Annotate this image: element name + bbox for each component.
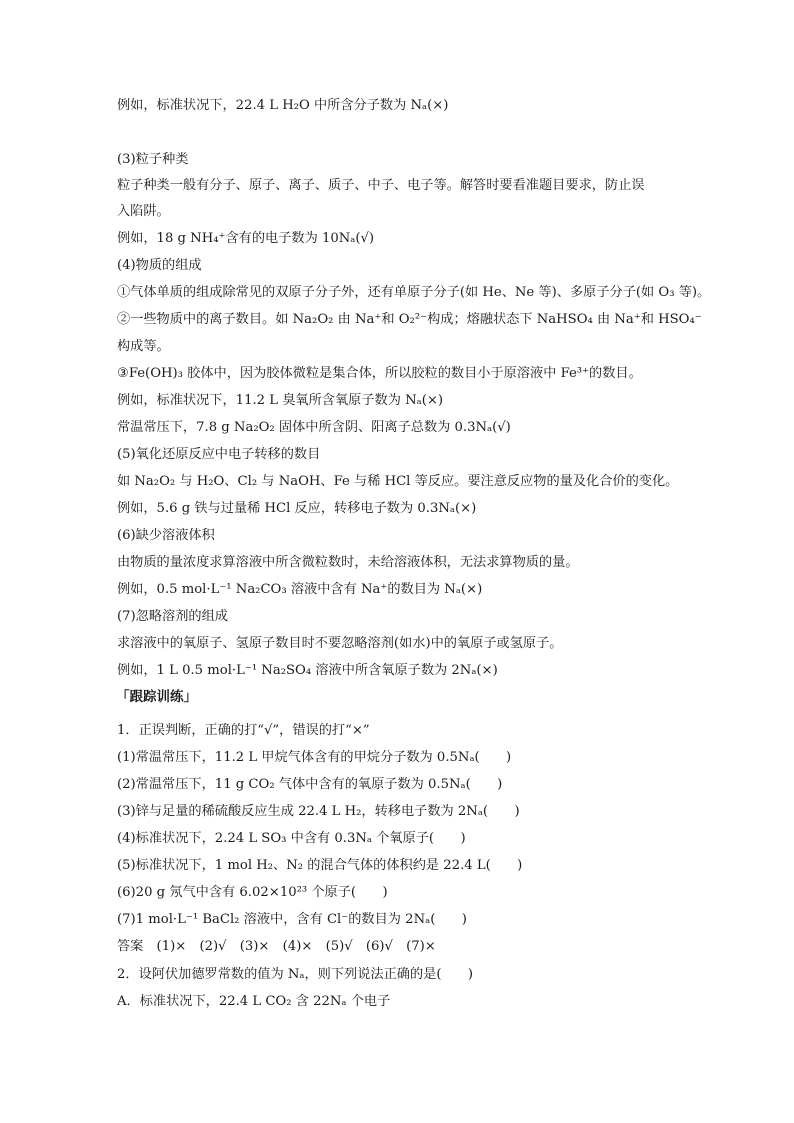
text-line: 入陷阱。	[117, 204, 170, 219]
corner-bracket-close: 」	[183, 689, 197, 705]
text-line: 例如，标准状况下，11.2 L 臭氧所含氧原子数为 Nₐ(×)	[117, 393, 444, 408]
question-item: (4)标准状况下，2.24 L SO₃ 中含有 0.3Nₐ 个氧原子( )	[117, 831, 466, 846]
text-line: 例如，5.6 g 铁与过量稀 HCl 反应，转移电子数为 0.3Nₐ(×)	[117, 501, 477, 516]
text-line: ③Fe(OH)₃ 胶体中，因为胶体微粒是集合体，所以胶粒的数目小于原溶液中 Fe³⁺的数目。	[117, 366, 642, 381]
question-item: (3)锌与足量的稀硫酸反应生成 22.4 L H₂，转移电子数为 2Nₐ( )	[117, 804, 520, 819]
option-a: A．标准状况下，22.4 L CO₂ 含 22Nₐ 个电子	[117, 994, 391, 1009]
subsection-heading: (7)忽略溶剂的组成	[117, 609, 228, 624]
text-line: 例如，标准状况下，22.4 L H₂O 中所含分子数为 Nₐ(×)	[117, 98, 449, 113]
section-heading-label: 跟踪训练	[129, 689, 184, 705]
text-line: 求溶液中的氧原子、氢原子数目时不要忽略溶剂(如水)中的氧原子或氢原子。	[117, 636, 563, 651]
question-stem: 2．设阿伏加德罗常数的值为 Nₐ，则下列说法正确的是( )	[117, 967, 473, 982]
subsection-heading: (5)氧化还原反应中电子转移的数目	[117, 447, 321, 462]
text-line: 常温常压下，7.8 g Na₂O₂ 固体中所含阴、阳离子总数为 0.3Nₐ(√)	[117, 420, 511, 435]
text-line: ②一些物质中的离子数目。如 Na₂O₂ 由 Na⁺和 O₂²⁻构成；熔融状态下 NaHSO₄ 由 Na⁺和 HSO₄⁻	[117, 312, 702, 327]
text-line: 粒子种类一般有分子、原子、离子、质子、中子、电子等。解答时要看准题目要求，防止误	[117, 178, 645, 193]
text-line: 由物质的量浓度求算溶液中所含微粒数时，未给溶液体积，无法求算物质的量。	[117, 555, 579, 570]
text-line: 例如，18 g NH₄⁺含有的电子数为 10Nₐ(√)	[117, 231, 375, 246]
question-item: (7)1 mol·L⁻¹ BaCl₂ 溶液中，含有 Cl⁻的数目为 2Nₐ( )	[117, 912, 467, 927]
question-item: (1)常温常压下，11.2 L 甲烷气体含有的甲烷分子数为 0.5Nₐ( )	[117, 750, 512, 765]
question-item: (5)标准状况下，1 mol H₂、N₂ 的混合气体的体积约是 22.4 L( )	[117, 858, 523, 873]
question-item: (6)20 g 氖气中含有 6.02×10²³ 个原子( )	[117, 885, 388, 900]
section-heading	[116, 688, 197, 706]
subsection-heading: (3)粒子种类	[117, 152, 189, 167]
text-line: 例如，0.5 mol·L⁻¹ Na₂CO₃ 溶液中含有 Na⁺的数目为 Nₐ(×)	[117, 582, 483, 597]
question-stem: 1．正误判断，正确的打“√”，错误的打“×”	[117, 723, 370, 738]
text-line: 构成等。	[117, 339, 170, 354]
text-line: 如 Na₂O₂ 与 H₂O、Cl₂ 与 NaOH、Fe 与稀 HCl 等反应。要注意反应物的量及化合价的变化。	[117, 474, 679, 489]
subsection-heading: (4)物质的组成	[117, 258, 202, 273]
question-item: (2)常温常压下，11 g CO₂ 气体中含有的氧原子数为 0.5Nₐ( )	[117, 777, 503, 792]
corner-bracket-open: 「	[116, 689, 130, 705]
text-line: 例如，1 L 0.5 mol·L⁻¹ Na₂SO₄ 溶液中所含氧原子数为 2Nₐ(×)	[117, 663, 498, 678]
subsection-heading: (6)缺少溶液体积	[117, 528, 215, 543]
answer-line: 答案 (1)× (2)√ (3)× (4)× (5)√ (6)√ (7)×	[117, 939, 436, 954]
text-line: ①气体单质的组成除常见的双原子分子外，还有单原子分子(如 He、Ne 等)、多原子分子(如 O₃ 等)。	[117, 285, 711, 300]
